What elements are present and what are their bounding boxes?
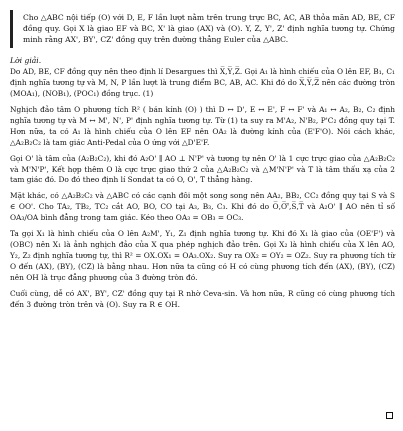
solution-paragraph-2: Nghịch đảo tâm O phương tích R² ( bán kính (O) ) thì D ↔ D', E ↔ E', F ↔ F' và A₁ ↔ A₂, B₂, C₂ định nghĩa tương tự và M ↔ M', N', P' định nghĩa tương tự. Từ (1) ta suy ra M'A₂, N'B₂, P'C₂ đồng quy tại T. Hơn nữa, ta có A₁ là hình chiếu của O lên EF nên OA₂ là đường kính của (E'F'O). Nói cách khác, △A₂B₂C₂ là tam giác Anti-Pedal của O ứng với △D'E'F. — [10, 105, 395, 147]
solution-paragraph-3: Gọi O' là tâm của (A₂B₂C₂), khi đó A₂O' ∥ AO ⊥ N'P' và tương tự nên O' là 1 cực trực giao của △A₂B₂C₂ và M'N'P', Kết hợp thêm O là cực trực giao thứ 2 của △A₂B₂C₂ và △M'N'P' và T là tâm thấu xạ của 2 tam giác đó. Do đó theo định lí Sondat ta có O, O', T thẳng hàng. — [10, 153, 395, 185]
solution-paragraph-6: Cuối cùng, dễ có AX', BY', CZ' đồng quy tại R nhờ Ceva-sin. Và hơn nữa, R cũng có cùng phương tích đến 3 đường tròn trên và (O). Suy ra R ∈ OH. — [10, 288, 395, 309]
solution-paragraph-1: Do AD, BE, CF đồng quy nên theo định lí Desargues thì X̅,Y̅,Z̅. Gọi A₁ là hình chiếu của O lên EF, B₁, C₁ định nghĩa tương tự và M, N, P lần lượt là trung điểm BC, AB, AC. Khi đó do X̅,Y̅,Z̅ nên các đường tròn (MOA₁), (NOB₁), (POC₁) đồng trục. (1) — [10, 67, 395, 99]
solution-paragraph-5: Ta gọi X₁ là hình chiếu của O lên A₂M', Y₁, Z₁ định nghĩa tương tự. Khi đó X₁ là giao của (OE'F') và (OBC) nên X₁ là ảnh nghịch đảo của X qua phép nghịch đảo trên. Gọi X₂ là hình chiếu của X lên AO, Y₂, Z₂ định nghĩa tương tự, thì R² = OX.OX₁ = OA₃.OX₂. Suy ra OX₂ = OY₂ = OZ₂. Suy ra phương tích từ O đến (AX), (BY), (CZ) là bằng nhau. Hơn nữa ta cũng có H có cùng phương tích đến (AX), (BY), (CZ) nên OH là trục đẳng phương của 3 đường tròn đó. — [10, 229, 395, 282]
qed-row — [386, 404, 393, 423]
qed-square-icon — [386, 412, 393, 419]
solution-paragraph-4: Mặt khác, có △A₂B₂C₂ và △ABC có các cạnh đôi một song song nên AA₂, BB₂, CC₂ đồng quy tại S và S ∈ OO'. Cho TA₂, TB₂, TC₂ cắt AO, BO, CO tại A₃, B₃, C₃. Khi đó do O̅,O̅'̅,S̅,T̅ và A₂O' ∥ AO nên tỉ số OA₃/OA bình đẳng trong tam giác. Kéo theo OA₃ = OB₃ = OC₃. — [10, 191, 395, 223]
solution-heading: Lời giải. — [10, 56, 42, 66]
problem-text: Cho △ABC nội tiếp (O) với D, E, F lần lượt nằm trên trung trực BC, AC, AB thỏa mãn AD, BE, CF đồng quy. Gọi X là giao EF và BC, X' là giao (AX) và (O). Y, Z, Y', Z' định nghĩa tương tự. Chứng minh rằng AX', BY', CZ' đồng quy trên đường thẳng Euler của △ABC. — [23, 13, 395, 45]
problem-statement-box — [10, 10, 395, 48]
